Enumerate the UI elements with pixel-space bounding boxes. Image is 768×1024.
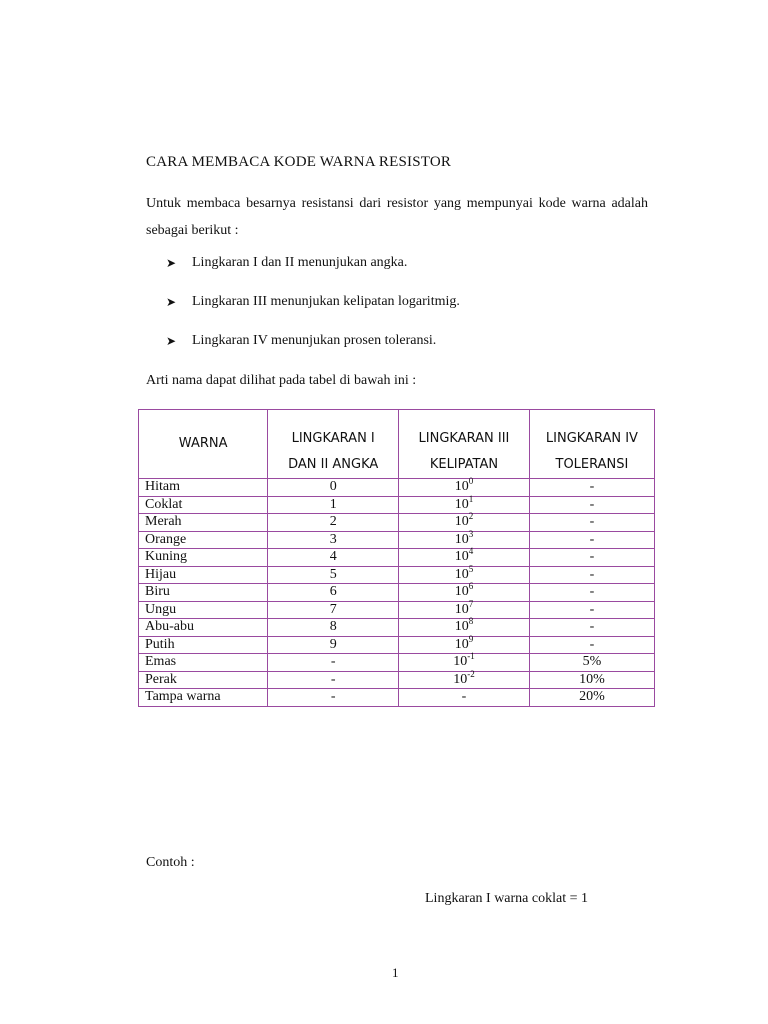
cell-toleransi: -: [529, 479, 654, 497]
cell-kelipatan: [399, 581, 530, 602]
kelipatan-base: 10: [454, 496, 469, 512]
cell-angka: 1: [268, 496, 399, 514]
table-row: [139, 619, 655, 637]
table-row: [139, 601, 655, 619]
cell-kelipatan: [399, 651, 530, 672]
kelipatan-exponent: 4: [468, 546, 474, 557]
cell-warna: Hitam: [139, 479, 268, 497]
table-row: [139, 689, 655, 707]
header-lingkaran-4: [529, 410, 654, 479]
cell-warna: Orange: [139, 531, 268, 549]
cell-angka: -: [268, 689, 399, 707]
cell-kelipatan: [399, 689, 530, 707]
table-body: [139, 476, 655, 707]
table-row: [139, 479, 655, 497]
cell-angka: 6: [268, 584, 399, 602]
bullet-text: Lingkaran I dan II menunjukan angka.: [192, 255, 408, 270]
cell-toleransi: -: [529, 549, 654, 567]
cell-angka: 0: [268, 479, 399, 497]
cell-toleransi: -: [529, 496, 654, 514]
list-item: [166, 293, 460, 332]
page-number: 1: [392, 965, 399, 980]
kelipatan-base: 10: [454, 566, 469, 582]
cell-warna: Emas: [139, 654, 268, 672]
cell-toleransi: -: [529, 514, 654, 532]
header-line: KELIPATAN: [429, 457, 499, 472]
cell-warna: Coklat: [139, 496, 268, 514]
kelipatan-exponent: 8: [468, 616, 474, 627]
cell-angka: 7: [268, 601, 399, 619]
cell-toleransi: -: [529, 584, 654, 602]
kelipatan-exponent: 3: [468, 528, 474, 539]
cell-toleransi: 10%: [529, 671, 654, 689]
kelipatan-base: 10: [454, 636, 469, 652]
color-code-table: [138, 409, 655, 707]
cell-kelipatan: [399, 493, 530, 514]
cell-angka: 9: [268, 636, 399, 654]
kelipatan-exponent: 1: [468, 493, 474, 504]
kelipatan-exponent: 0: [468, 476, 474, 487]
header-line: LINGKARAN I: [291, 431, 375, 446]
kelipatan-exponent: 5: [468, 563, 474, 574]
kelipatan-base: 10: [453, 671, 468, 687]
list-item: [166, 254, 460, 293]
kelipatan-exponent: 2: [468, 511, 474, 522]
bullet-list: [166, 254, 460, 371]
cell-warna: Perak: [139, 671, 268, 689]
cell-kelipatan: [399, 563, 530, 584]
arrow-bullet-icon: ➤: [166, 334, 177, 348]
cell-toleransi: -: [529, 619, 654, 637]
cell-toleransi: 20%: [529, 689, 654, 707]
table-intro: Arti nama dapat dilihat pada tabel di bawah ini :: [146, 373, 417, 388]
header-line: DAN II ANGKA: [288, 457, 379, 472]
cell-angka: -: [268, 671, 399, 689]
cell-angka: 4: [268, 549, 399, 567]
arrow-bullet-icon: ➤: [166, 256, 177, 270]
page-title: CARA MEMBACA KODE WARNA RESISTOR: [146, 154, 452, 170]
cell-warna: Ungu: [139, 601, 268, 619]
cell-angka: -: [268, 654, 399, 672]
cell-toleransi: -: [529, 531, 654, 549]
header-line: LINGKARAN III: [418, 431, 510, 446]
header-lingkaran-1-2: [268, 410, 399, 479]
cell-warna: Biru: [139, 584, 268, 602]
table-row: [139, 654, 655, 672]
kelipatan-exponent: 6: [468, 581, 474, 592]
kelipatan-base: 10: [453, 654, 468, 670]
cell-kelipatan: [399, 598, 530, 619]
cell-toleransi: 5%: [529, 654, 654, 672]
kelipatan-base: 10: [454, 531, 469, 547]
cell-kelipatan: [399, 633, 530, 654]
header-line: TOLERANSI: [555, 457, 629, 472]
arrow-bullet-icon: ➤: [166, 295, 177, 309]
kelipatan-base: 10: [454, 619, 469, 635]
header-line: LINGKARAN IV: [545, 431, 638, 446]
cell-angka: 3: [268, 531, 399, 549]
cell-warna: Tampa warna: [139, 689, 268, 707]
kelipatan-base: -: [461, 689, 467, 705]
header-lingkaran-3: [399, 410, 530, 479]
example-label: Contoh :: [146, 855, 195, 870]
cell-kelipatan: [399, 476, 530, 497]
cell-toleransi: -: [529, 566, 654, 584]
table-row: [139, 566, 655, 584]
cell-kelipatan: [399, 546, 530, 567]
table-row: [139, 584, 655, 602]
kelipatan-base: 10: [454, 549, 469, 565]
cell-angka: 8: [268, 619, 399, 637]
cell-kelipatan: [399, 528, 530, 549]
table-row: [139, 496, 655, 514]
cell-angka: 5: [268, 566, 399, 584]
cell-warna: Kuning: [139, 549, 268, 567]
kelipatan-exponent: -2: [467, 668, 475, 679]
kelipatan-base: 10: [454, 584, 469, 600]
cell-warna: Abu-abu: [139, 619, 268, 637]
kelipatan-exponent: -1: [467, 651, 475, 662]
table-row: [139, 671, 655, 689]
cell-kelipatan: [399, 616, 530, 637]
cell-kelipatan: [399, 511, 530, 532]
cell-angka: 2: [268, 514, 399, 532]
table-row: [139, 636, 655, 654]
table-row: [139, 514, 655, 532]
cell-warna: Hijau: [139, 566, 268, 584]
kelipatan-exponent: 9: [468, 633, 474, 644]
example-line: Lingkaran I warna coklat = 1: [425, 891, 588, 906]
cell-warna: Merah: [139, 514, 268, 532]
kelipatan-base: 10: [454, 514, 469, 530]
header-warna: WARNA: [139, 410, 268, 479]
kelipatan-exponent: 7: [468, 598, 474, 609]
table-row: [139, 549, 655, 567]
kelipatan-base: 10: [454, 479, 469, 495]
list-item: [166, 332, 460, 371]
intro-paragraph: Untuk membaca besarnya resistansi dari resistor yang mempunyai kode warna adalah sebagai berikut :: [146, 196, 648, 238]
bullet-text: Lingkaran III menunjukan kelipatan logaritmig.: [192, 294, 460, 309]
cell-kelipatan: [399, 668, 530, 689]
table-header-row: [139, 410, 655, 479]
kelipatan-base: 10: [454, 601, 469, 617]
cell-warna: Putih: [139, 636, 268, 654]
table-row: [139, 531, 655, 549]
cell-toleransi: -: [529, 601, 654, 619]
cell-toleransi: -: [529, 636, 654, 654]
bullet-text: Lingkaran IV menunjukan prosen toleransi.: [192, 333, 437, 348]
